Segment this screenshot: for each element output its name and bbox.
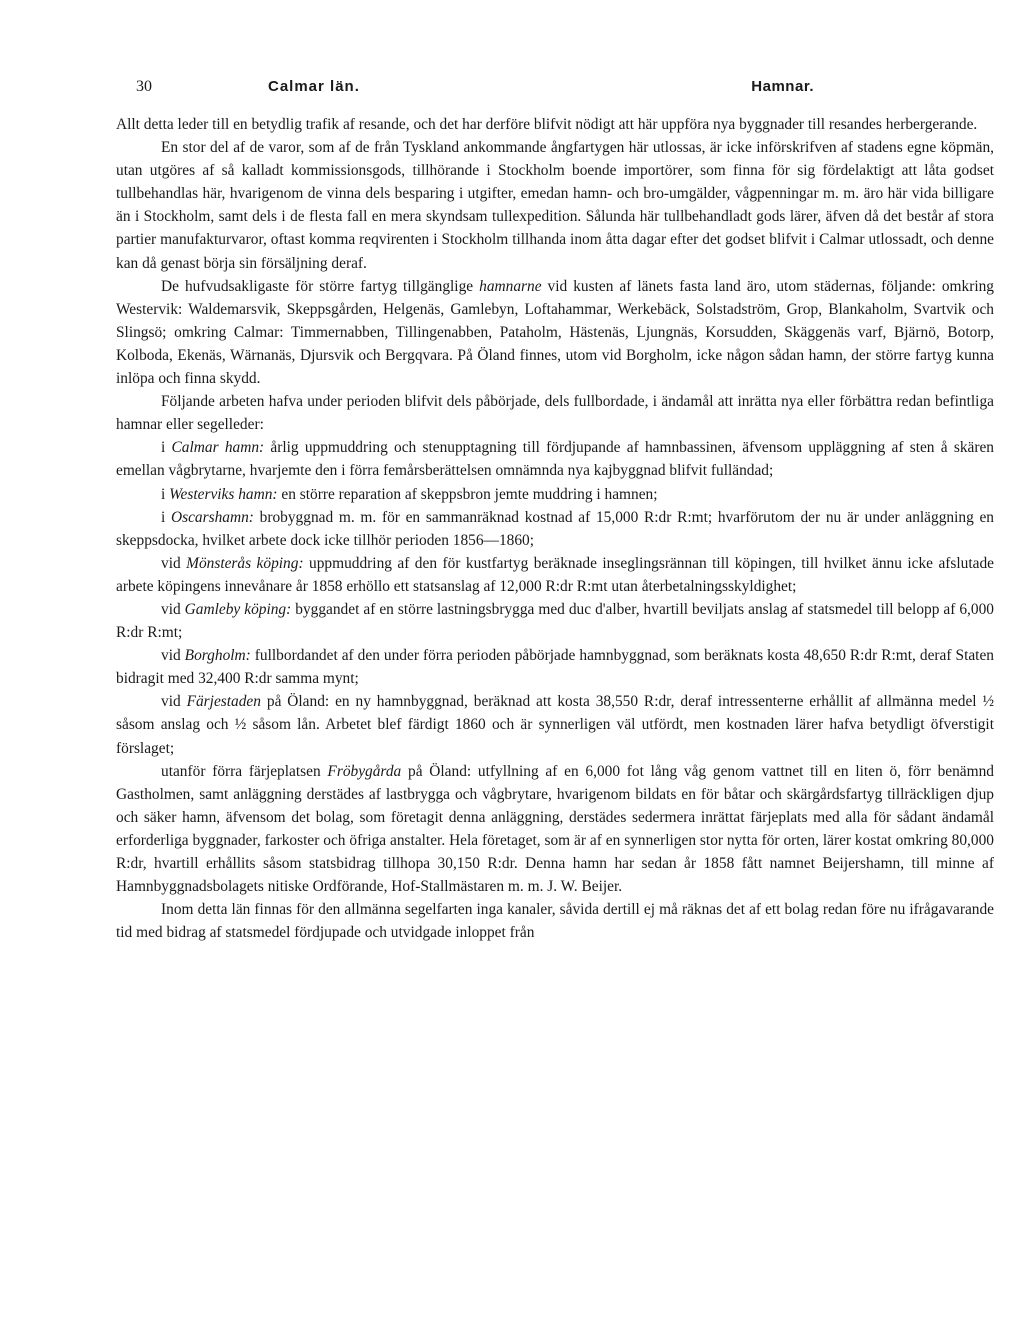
- paragraph: [116, 390, 994, 436]
- italic-term: Gamleby köping:: [184, 600, 292, 618]
- paragraph: [116, 644, 994, 690]
- text-run: en större reparation af skeppsbron jemte muddring i hamnen;: [277, 485, 658, 503]
- text-run: byggandet af en större lastningsbrygga med duc d'alber, hvartill beviljats anslag af statsmedel till belopp af 6,000 R:dr R:mt;: [116, 600, 994, 642]
- paragraph: [116, 690, 994, 759]
- paragraph: [116, 136, 994, 275]
- italic-term: Mönsterås köping:: [186, 554, 304, 572]
- paragraph: [116, 436, 994, 482]
- page-header: [136, 78, 814, 102]
- text-run: Inom detta län finnas för den allmänna segelfarten inga kanaler, såvida dertill ej må räknas det af ett bolag redan före nu ifrågavarande tid med bidrag af statsmedel fördjupade och utvidgade inloppet från: [116, 901, 994, 942]
- paragraph: [116, 275, 994, 390]
- paragraph: [116, 506, 994, 552]
- paragraph: [116, 552, 994, 598]
- italic-term: hamnarne: [479, 277, 542, 295]
- text-run: vid: [161, 693, 187, 711]
- italic-term: Färjestaden: [186, 693, 261, 711]
- italic-term: Fröbygårda: [327, 762, 402, 780]
- text-run: Allt detta leder till en betydlig trafik af resande, och det har derföre blifvit nödigt att här uppföra nya byggnader till resandes herbergerande.: [116, 116, 978, 133]
- text-run: vid kusten af länets fasta land äro, utom städernas, följande: omkring Westervik: Waldemarsvik, Skeppsgården, Helgenäs, Gamlebyn, Loftahammar, Werkebäck, Solstadström, Grop, Blankaholm, Svartvik och Slingsö; omkring Calmar: Timmernabben, Tillingenabben, Pataholm, Hästenäs, Ljungnäs, Korsudden, Skäggenäs varf, Bjärnö, Botorp, Kolboda, Ekenäs, Wärnanäs, Djursvik och Bergqvara. På Öland finnes, utom vid Borgholm, icke någon sådan hamn, der större fartyg kunna inlöpa och finna skydd.: [116, 277, 994, 388]
- italic-term: Calmar hamn:: [171, 439, 265, 457]
- text-run: vid: [161, 554, 187, 572]
- italic-term: Westerviks hamn:: [169, 485, 278, 503]
- text-run: i: [161, 485, 170, 503]
- page-number: 30: [136, 78, 152, 95]
- text-run: De hufvudsakligaste för större fartyg tillgänglige: [161, 277, 480, 295]
- text-run: vid: [161, 647, 185, 665]
- italic-term: Borgholm:: [184, 647, 251, 665]
- text-run: på Öland: en ny hamnbyggnad, beräknad att kosta 38,550 R:dr, deraf intressenterne erhållit af allmänna medel ½ såsom anslag och ½ såsom lån. Arbetet blef färdigt 1860 och är synnerligen väl utfördt, men kostnaden lärer hafva betydligt öfverstigit förslaget;: [116, 693, 995, 757]
- section-title: Hamnar.: [751, 78, 814, 95]
- text-run: på Öland: utfyllning af en 6,000 fot lång våg genom vattnet till en liten ö, förr benämnd Gastholmen, samt anläggning derstädes af lastbrygga och vågbrytare, hvarigenom bildats en för båtar och skärgårdsfartyg tillräckligen djup och säker hamn, äfvensom det bolag, som företagit denna anläggning, derstädes sedermera inrättat färjeplats med alla för sådant ändamål erforderliga byggnader, farkoster och öfriga anstalter. Hela företaget, som är af en synnerligen stor nytta för orten, lärer kostat omkring 80,000 R:dr, hvartill erhållits såsom statsbidrag tillhopa 30,150 R:dr. Denna hamn har sedan år 1858 fått namnet Beijershamn, till minne af Hamnbyggnadsbolagets nitiske Ordförande, Hof-Stallmästaren m. m. J. W. Beijer.: [116, 762, 995, 896]
- text-run: i: [161, 508, 171, 526]
- text-run: Följande arbeten hafva under perioden blifvit dels påbörjade, dels fullbordade, i ändamål att inrätta nya eller förbättra redan befintliga hamnar eller segelleder:: [116, 393, 994, 434]
- text-run: fullbordandet af den under förra perioden påbörjade hamnbyggnad, som beräknats kosta 48,650 R:dr R:mt, deraf Staten bidragit med 32,400 R:dr samma mynt;: [116, 647, 994, 688]
- paragraph: [116, 760, 994, 899]
- text-run: utanför förra färjeplatsen: [161, 762, 328, 780]
- text-run: En stor del af de varor, som af de från Tyskland ankommande ångfartygen här utlossas, är icke införskrifven af stadens egne köpmän, utan utgöres af så kalladt kommissionsgods, tillhörande i Stockholm boende importörer, som finna för sig fördelaktigt att låta godset tullbehandlas här, hvarigenom de vinna dels besparing i utgifter, emedan hamn- och bro-umgälder, vågpenningar m. m. äro här vida billigare än i Stockholm, samt dels i de flesta fall en mera skyndsam tullexpedition. Sålunda här tullbehandladt gods lärer, äfven då det består af stora partier manufakturvaror, oftast komma reqvirenten i Stockholm tillhanda inom åtta dagar efter det godset blifvit i Calmar utlossadt, och denne kan då genast börja sin försäljning deraf.: [116, 139, 994, 272]
- text-run: årlig uppmuddring och stenupptagning till fördjupande af hamnbassinen, äfvensom uppläggning af sten å skären emellan vågbrytarne, hvarjemte den i förra femårsberättelsen omnämnda nya kajbyggnad blifvit fulländad;: [116, 439, 994, 480]
- italic-term: Oscarshamn:: [171, 508, 254, 526]
- paragraph: [116, 598, 994, 644]
- text-run: vid: [161, 600, 185, 618]
- paragraph: [116, 113, 994, 136]
- paragraph: [116, 483, 994, 506]
- body-text: [116, 113, 994, 944]
- text-run: uppmuddring af den för kustfartyg beräknade inseglingsrännan till köpingen, till hvilket ännu icke afslutade arbete köpingens innevånare år 1858 erhöllo ett statsanslag af 12,000 R:dr R:mt utan återbetalningsskyldighet;: [116, 554, 995, 595]
- text-run: brobyggnad m. m. för en sammanräknad kostnad af 15,000 R:dr R:mt; hvarförutom der nu är under anläggning en skeppsdocka, hvilket arbete dock icke tillhör perioden 1856—1860;: [116, 508, 994, 549]
- paragraph: [116, 898, 994, 944]
- county-title: Calmar län.: [268, 78, 360, 95]
- text-run: i: [161, 439, 172, 457]
